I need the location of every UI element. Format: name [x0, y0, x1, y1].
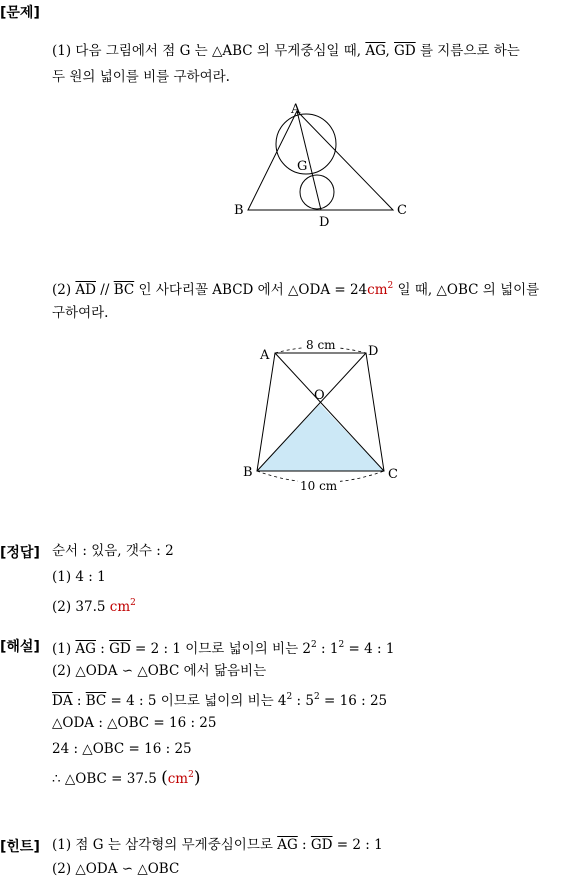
label-d: D: [319, 215, 330, 230]
solution-line1: (1) $\overline{AG}$ : $\overline{GD} = 2$ : 1 이므로 넓이의 비는 $2^2$ : $1^2 = 4$ : 1: [52, 640, 395, 657]
label-g: G: [297, 159, 308, 174]
parallel-symbol: //: [100, 282, 110, 298]
label-a2: A: [260, 348, 270, 363]
bottom-length: 10 cm: [300, 479, 338, 493]
hint-line2: (2) △ODA ∽ △OBC: [52, 861, 180, 877]
solution-label: [해설]: [0, 639, 40, 655]
solution-line4: △ODA : △OBC = 16 : 25: [52, 715, 217, 731]
q2-text-end: 일 때, △OBC 의 넓이를: [397, 282, 540, 298]
triangle-figure: [225, 98, 425, 233]
problem-label: [문제]: [0, 5, 40, 21]
label-b: B: [234, 203, 244, 218]
q1-text-end: 를 지름으로 하는: [419, 43, 520, 59]
solution-line2: (2) △ODA ∽ △OBC 에서 닮음비는: [52, 663, 267, 679]
q2-number: (2): [52, 282, 72, 298]
label-c2: C: [388, 467, 398, 482]
comma: ,: [385, 43, 390, 59]
top-length: 8 cm: [306, 338, 336, 352]
label-c: C: [397, 203, 407, 218]
q1-line1: [52, 42, 520, 60]
answer-line1: 순서 : 있음, 갯수 : 2: [52, 543, 174, 559]
triangle-abc: [248, 111, 393, 210]
segment-ag: $\overline{AG}$: [365, 43, 386, 59]
label-o: O: [314, 388, 325, 403]
segment-bc: $\overline{BC}$: [113, 282, 135, 298]
label-b2: B: [243, 465, 253, 480]
label-d2: D: [368, 344, 379, 359]
q1-line2: 두 원의 넓이를 비를 구하여라.: [52, 69, 230, 85]
triangle-obc-fill: [257, 404, 384, 471]
q2-line2: 구하여라.: [52, 305, 109, 321]
solution-line5: 24 : △OBC = 16 : 25: [52, 741, 192, 757]
segment-gd: $\overline{GD}$: [394, 43, 416, 59]
answer-label: [정답]: [0, 545, 40, 561]
trapezoid-figure: [240, 336, 410, 496]
q1-text: 다음 그림에서 점 G 는 △ABC 의 무게중심일 때,: [75, 43, 362, 59]
q2-line1: [52, 277, 539, 299]
q2-text: 인 사다리꼴 ABCD 에서 △ODA = 24: [138, 282, 368, 298]
solution-line6: ∴ △OBC = 37.5 $(cm^2)$: [52, 768, 201, 788]
answer-1: (1) 4 : 1: [52, 569, 106, 585]
q1-number: (1): [52, 43, 72, 59]
label-a: A: [291, 102, 301, 117]
answer-2: (2) 37.5 $cm^2$: [52, 598, 136, 615]
hint-label: [힌트]: [0, 839, 40, 855]
hint-line1: (1) 점 G 는 삼각형의 무게중심이므로 $\overline{AG}$ : $\overline{GD} = 2$ : 1: [52, 837, 383, 853]
unit-cm: $cm^2$: [367, 281, 394, 298]
solution-line3: $\overline{DA}$ : $\overline{BC} = 4$ : 5 이므로 넓이의 비는 $4^2$ : $5^2 = 16$ : 25: [52, 692, 388, 709]
segment-ad: $\overline{AD}$: [75, 282, 96, 298]
